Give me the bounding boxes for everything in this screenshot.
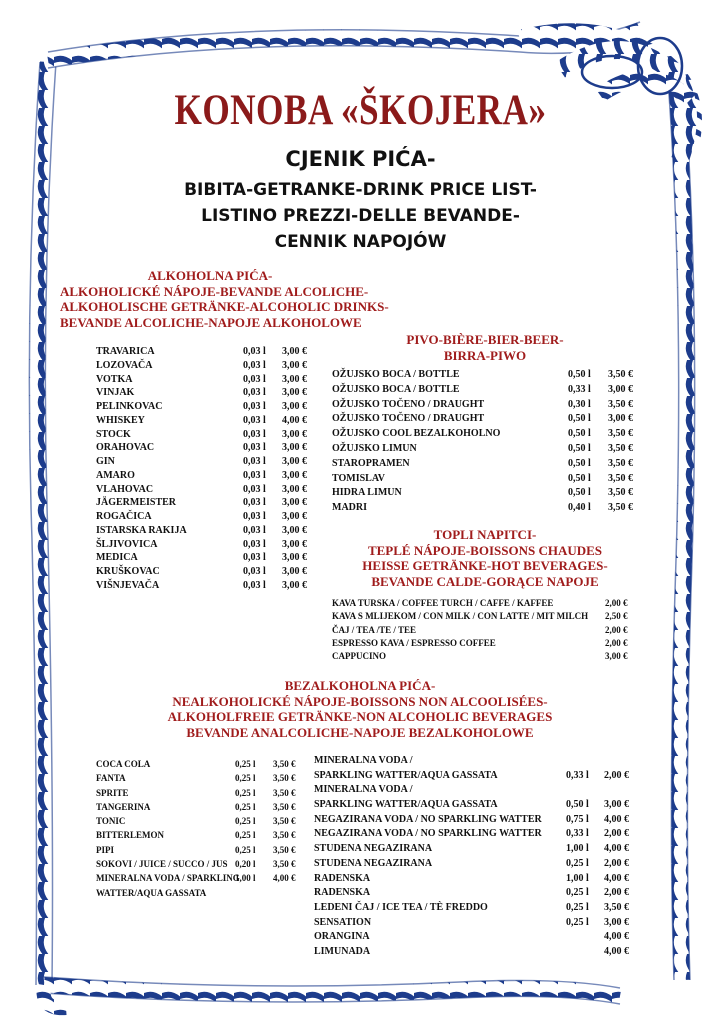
list-item [332,651,642,664]
item-qty: 0,03 l [243,428,266,440]
item-price: 3,50 € [273,830,296,841]
item-price: 3,50 € [608,487,633,499]
item-name: ŠLJIVOVICA [96,538,158,550]
item-name: COCA COLA [96,759,151,769]
item-qty: 0,50 l [568,472,591,484]
item-name: NEGAZIRANA VODA / NO SPARKLING WATTER [314,813,542,825]
list-item [332,625,642,638]
item-price: 3,00 € [604,916,629,928]
item-name: NEGAZIRANA VODA / NO SPARKLING WATTER [314,828,542,840]
item-name: TOMISLAV [332,472,385,484]
list-item [332,598,642,611]
item-price: 2,00 € [605,624,628,635]
item-price: 2,00 € [605,598,628,608]
item-name: WATTER/AQUA GASSATA [96,887,207,898]
list-item [96,830,311,844]
item-price: 3,50 € [604,901,629,913]
list-item [332,413,642,428]
item-qty: 0,33 l [566,769,589,781]
item-qty: 0,25 l [235,773,256,784]
item-name: STOCK [96,428,131,440]
item-price: 2,00 € [604,887,629,899]
item-name: LEDENI ČAJ / ICE TEA / TÈ FREDDO [314,901,488,913]
item-name: RADENSKA [314,872,371,884]
item-name: SPARKLING WATTER/AQUA GASSATA [314,769,498,781]
soft-drinks-heading: BEZALKOHOLNA PIĆA- NEALKOHOLICKÉ NÁPOJE-BOISSONS NON ALCOOLISÉES- ALKOHOLFREIE GETRÄNKE-NON ALCOHOLIC BEVERAGES BEVANDE ANALCOLICHE-NAPOJE BEZALKOHOLOWE [167,678,553,740]
item-name: STUDENA NEGAZIRANA [314,843,433,855]
list-item [96,566,336,580]
list-item [332,428,642,443]
item-name: ISTARSKA RAKIJA [96,524,187,536]
item-name: KRUŠKOVAC [96,566,160,577]
list-item [96,470,336,484]
item-qty: 0,50 l [568,442,591,454]
item-price: 2,00 € [604,857,629,869]
item-name: BITTERLEMON [96,830,165,841]
item-price: 3,50 € [273,844,296,855]
item-price: 3,00 € [282,346,307,357]
list-item [96,387,336,401]
price-list-title: CJENIK PIĆA- [285,147,436,171]
item-name: WHISKEY [96,414,145,426]
list-item [314,755,644,770]
item-price: 4,00 € [604,872,629,884]
item-name: STUDENA NEGAZIRANA [314,857,433,869]
item-qty: 0,50 l [568,487,591,499]
item-qty: 0,33 l [568,383,591,395]
item-price: 3,50 € [273,773,296,784]
item-qty: 0,03 l [243,511,266,522]
item-price: 3,50 € [273,859,296,870]
list-item [314,828,644,843]
list-item [314,887,644,902]
item-qty: 0,25 l [566,916,589,928]
item-price: 3,50 € [608,398,633,410]
item-qty: 1,00 l [566,843,589,855]
item-name: PELINKOVAC [96,401,163,412]
item-price: 3,50 € [608,472,633,484]
item-price: 3,00 € [282,442,307,454]
list-item [314,858,644,873]
item-price: 3,00 € [605,651,628,662]
list-item [332,369,642,384]
list-item [314,902,644,917]
item-price: 3,00 € [282,566,307,577]
soft-drinks-list-left [96,759,311,902]
item-qty: 0,25 l [235,759,256,769]
item-name: ROGAČICA [96,511,152,522]
list-item [314,770,644,785]
price-list-subtitle-1: BIBITA-GETRANKE-DRINK PRICE LIST- [184,180,537,200]
item-qty: 0,03 l [243,387,266,399]
item-qty: 0,50 l [566,799,589,811]
beer-heading: PIVO-BIÈRE-BIER-BEER- BIRRA-PIWO [406,332,564,363]
item-qty: 0,40 l [568,502,591,514]
beer-list [332,369,642,517]
list-item [332,487,642,502]
list-item [332,399,642,414]
list-item [96,845,311,859]
item-price: 2,00 € [604,828,629,840]
item-name: LOZOVAČA [96,359,153,371]
item-qty: 0,03 l [243,359,266,371]
hot-drinks-list [332,598,642,664]
price-list-subtitle-3: CENNIK NAPOJÓW [274,232,447,252]
item-name: CAPPUCINO [332,651,386,662]
list-item [96,346,336,360]
item-qty: 0,03 l [243,401,266,412]
list-item [96,456,336,470]
item-qty: 0,03 l [243,524,266,536]
list-item [332,638,642,651]
list-item [96,511,336,525]
item-name: VIŠNJEVAČA [96,579,160,591]
item-name: GIN [96,456,115,467]
item-name: VINJAK [96,387,135,399]
list-item [314,946,644,961]
item-name: OŽUJSKO COOL BEZALKOHOLNO [332,428,501,440]
list-item [96,859,311,873]
item-price: 3,00 € [282,401,307,412]
list-item [96,415,336,429]
list-item [314,814,644,829]
item-price: 3,50 € [273,787,296,798]
item-price: 3,50 € [608,369,633,380]
item-qty: 1,00 l [235,873,256,884]
item-price: 3,50 € [273,816,296,827]
item-price: 3,50 € [608,442,633,454]
item-price: 3,00 € [608,383,633,395]
item-name: ORANGINA [314,931,370,943]
item-price: 2,00 € [605,637,628,648]
item-name: OŽUJSKO BOCA / BOTTLE [332,369,460,380]
list-item [96,788,311,802]
item-qty: 0,03 l [243,497,266,509]
item-price: 3,00 € [282,497,307,509]
item-qty: 0,20 l [235,859,256,870]
list-item [96,580,336,594]
item-name: MINERALNA VODA / SPARKLING [96,873,240,884]
item-name: KAVA S MLIJEKOM / CON MILK / CON LATTE / MIT MILCH [332,611,589,622]
list-item [96,816,311,830]
list-item [314,784,644,799]
item-qty: 1,00 l [566,872,589,884]
item-qty: 0,33 l [566,828,589,840]
item-qty: 0,03 l [243,442,266,454]
item-qty: 0,25 l [566,857,589,869]
item-qty: 0,30 l [568,398,591,410]
item-name: STAROPRAMEN [332,457,410,469]
item-name: TONIC [96,816,126,827]
item-name: AMARO [96,469,135,481]
list-item [96,525,336,539]
item-price: 3,50 € [273,801,296,812]
list-item [96,360,336,374]
item-price: 3,00 € [282,524,307,536]
item-name: SPARKLING WATTER/AQUA GASSATA [314,799,498,811]
item-price: 3,00 € [282,552,307,564]
item-price: 4,00 € [604,945,629,957]
list-item [332,458,642,473]
item-qty: 0,25 l [235,816,256,827]
list-item [96,773,311,787]
item-price: 3,50 € [608,428,633,440]
list-item [96,873,311,887]
list-item [96,539,336,553]
list-item [332,384,642,399]
list-item [96,401,336,415]
list-item [96,552,336,566]
item-price: 3,00 € [282,469,307,481]
item-qty: 0,03 l [243,346,266,357]
item-name: LIMUNADA [314,945,371,957]
item-price: 3,00 € [282,511,307,522]
item-qty: 0,50 l [568,413,591,425]
item-name: OŽUJSKO LIMUN [332,442,417,454]
item-qty: 0,03 l [243,373,266,385]
item-name: MINERALNA VODA / [314,755,413,766]
item-qty: 0,25 l [235,830,256,841]
list-item [96,442,336,456]
list-item [332,502,642,517]
item-name: SOKOVI / JUICE / SUCCO / JUS [96,859,228,870]
item-qty: 0,03 l [243,538,266,550]
item-price: 3,00 € [282,579,307,591]
item-price: 3,50 € [273,759,296,769]
item-price: 4,00 € [273,873,296,884]
item-name: OŽUJSKO TOČENO / DRAUGHT [332,413,485,425]
restaurant-name: KONOBA «ŠKOJERA» [174,87,547,134]
item-name: OŽUJSKO BOCA / BOTTLE [332,383,460,395]
list-item [332,443,642,458]
item-price: 3,00 € [282,483,307,495]
item-price: 2,50 € [605,611,628,622]
item-qty: 0,25 l [566,901,589,913]
item-name: SENSATION [314,916,372,928]
item-name: ČAJ / TEA /TE / TEE [332,624,416,635]
alcohol-heading: ALKOHOLNA PIĆA- ALKOHOLICKÉ NÁPOJE-BEVANDE ALCOLICHE- ALKOHOLISCHE GETRÄNKE-ALCOHOLIC DRINKS- BEVANDE ALCOLICHE-NAPOJE ALKOHOLOWE [60,268,389,330]
item-price: 3,00 € [282,359,307,371]
item-price: 3,00 € [282,456,307,467]
item-name: TRAVARICA [96,346,155,357]
item-price: 3,00 € [608,413,633,425]
item-qty: 0,03 l [243,579,266,591]
list-item [314,873,644,888]
item-price: 3,00 € [282,387,307,399]
item-price: 3,00 € [282,428,307,440]
item-name: JÄGERMEISTER [96,497,177,509]
list-item [314,917,644,932]
item-price: 3,00 € [282,373,307,385]
item-qty: 0,25 l [235,844,256,855]
list-item [96,484,336,498]
item-qty: 0,25 l [566,887,589,899]
item-price: 4,00 € [604,931,629,943]
item-name: ESPRESSO KAVA / ESPRESSO COFFEE [332,637,496,648]
item-qty: 0,03 l [243,456,266,467]
item-price: 4,00 € [282,414,307,426]
item-qty: 0,50 l [568,428,591,440]
item-name: PIPI [96,844,114,855]
item-name: MADRI [332,502,367,514]
list-item [314,931,644,946]
item-qty: 0,03 l [243,552,266,564]
item-name: SPRITE [96,787,129,798]
item-price: 2,00 € [604,769,629,781]
soft-drinks-list-right [314,755,644,961]
list-item [332,611,642,624]
list-item [314,843,644,858]
list-item [96,759,311,773]
item-name: MINERALNA VODA / [314,784,413,796]
item-name: MEDICA [96,552,138,564]
item-name: KAVA TURSKA / COFFEE TURCH / CAFFE / KAFFEE [332,598,554,608]
item-price: 4,00 € [604,843,629,855]
item-price: 3,00 € [604,799,629,811]
item-qty: 0,25 l [235,801,256,812]
item-qty: 0,25 l [235,787,256,798]
alcohol-list [96,346,336,594]
item-price: 4,00 € [604,813,629,825]
item-qty: 0,75 l [566,813,589,825]
price-list-subtitle-2: LISTINO PREZZI-DELLE BEVANDE- [201,206,520,226]
list-item [314,799,644,814]
item-name: FANTA [96,773,126,784]
list-item [96,802,311,816]
item-qty: 0,50 l [568,457,591,469]
item-price: 3,00 € [282,538,307,550]
item-name: RADENSKA [314,887,371,899]
item-qty: 0,03 l [243,483,266,495]
list-item [96,888,311,902]
item-price: 3,50 € [608,457,633,469]
item-qty: 0,03 l [243,469,266,481]
item-name: TANGERINA [96,801,151,812]
item-name: ORAHOVAC [96,442,155,454]
item-price: 3,50 € [608,502,633,514]
item-name: VLAHOVAC [96,483,154,495]
item-qty: 0,03 l [243,566,266,577]
item-qty: 0,03 l [243,414,266,426]
list-item [96,374,336,388]
item-name: OŽUJSKO TOČENO / DRAUGHT [332,398,485,410]
list-item [96,497,336,511]
item-qty: 0,50 l [568,369,591,380]
item-name: VOTKA [96,373,133,385]
list-item [96,429,336,443]
list-item [332,473,642,488]
item-name: HIDRA LIMUN [332,487,402,499]
hot-drinks-heading: TOPLI NAPITCI- TEPLÉ NÁPOJE-BOISSONS CHAUDES HEISSE GETRÄNKE-HOT BEVERAGES- BEVANDE CALDE-GORĄCE NAPOJE [362,527,608,589]
